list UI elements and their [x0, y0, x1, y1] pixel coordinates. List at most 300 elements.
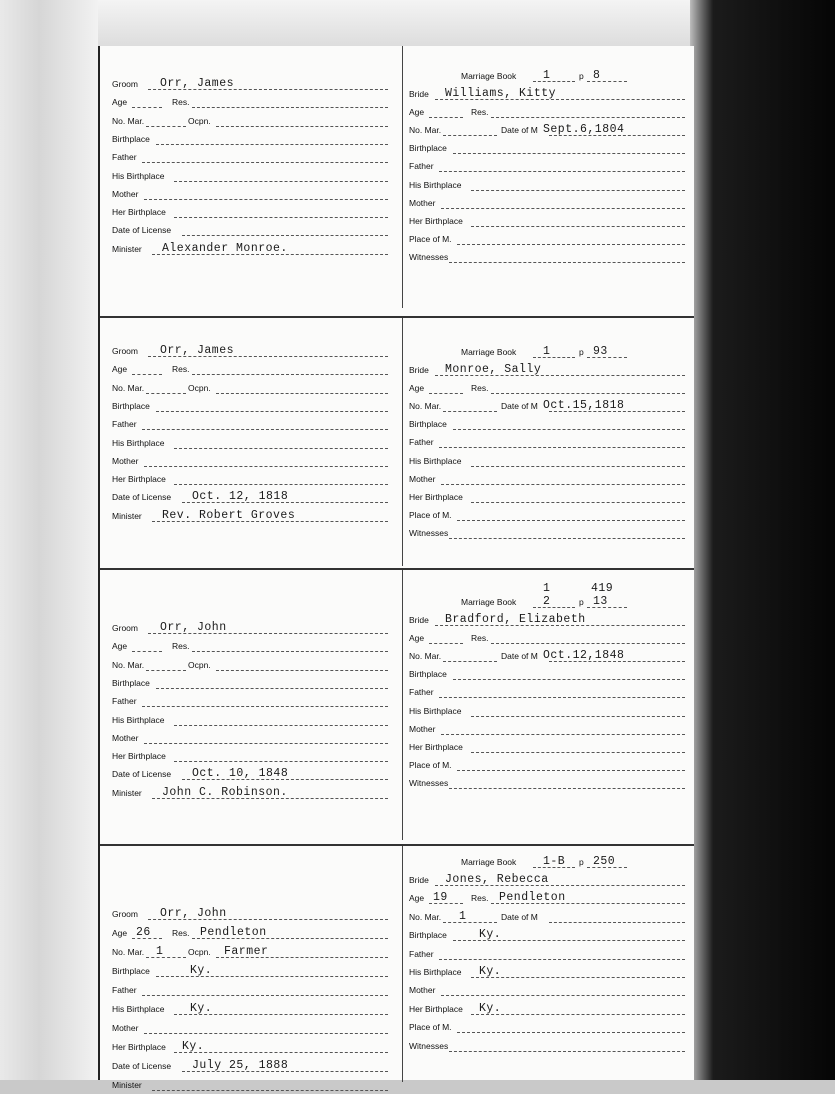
- groom-her-birthplace-field-line: [174, 217, 388, 218]
- groom-no-mar-field-value: Farmer: [224, 945, 269, 958]
- bride-age-field-label: Age: [409, 107, 425, 118]
- groom-his-birthplace-field: [112, 712, 388, 729]
- bride-name-field-value: Williams, Kitty: [445, 87, 557, 100]
- groom-birthplace-field-line: [156, 411, 388, 412]
- groom-her-birthplace-field: [112, 204, 388, 221]
- groom-his-birthplace-field-label: His Birthplace: [112, 437, 165, 448]
- bride-age-field-line: [491, 393, 685, 394]
- bride-his-birthplace-field: [409, 453, 685, 470]
- groom-her-birthplace-field-label: Her Birthplace: [112, 751, 166, 762]
- groom-age-field-sublabel: Res.: [172, 641, 190, 652]
- bride-no-mar-field-value: Oct.15,1818: [543, 399, 625, 413]
- bride-her-birthplace-field-value: Ky.: [479, 1001, 502, 1015]
- groom-no-mar-field: [112, 380, 388, 397]
- groom-age-field-line: [192, 651, 388, 652]
- bride-birthplace-field: [409, 140, 685, 157]
- groom-no-mar-field-line: [146, 393, 186, 394]
- groom-name-field-value: Orr, John: [160, 907, 227, 920]
- groom-no-mar-field-label: No. Mar.: [112, 659, 145, 670]
- groom-no-mar-field-sublabel: Ocpn.: [188, 382, 211, 393]
- date-of-license-field: [112, 1058, 388, 1075]
- groom-his-birthplace-field-label: His Birthplace: [112, 714, 165, 725]
- bride-birthplace-field-line: [453, 429, 685, 430]
- marriage-book-ref: [461, 854, 616, 871]
- bride-his-birthplace-field: [409, 177, 685, 194]
- bride-age-field-line: [429, 117, 463, 118]
- bride-father-field: [409, 684, 685, 701]
- place-of-marriage-field-label: Place of M.: [409, 509, 452, 520]
- bride-mother-field: [409, 471, 685, 488]
- bride-column: [402, 846, 685, 1082]
- groom-no-mar-field-line: [216, 393, 388, 394]
- bride-age-field-label: Age: [409, 383, 425, 394]
- groom-his-birthplace-field-line: [174, 725, 388, 726]
- place-of-marriage-field-label: Place of M.: [409, 759, 452, 770]
- bride-mother-field-line: [441, 484, 685, 485]
- bride-no-mar-field-value: Oct.12,1848: [543, 649, 625, 663]
- bride-mother-field-line: [441, 734, 685, 735]
- bride-name-field-value: Bradford, Elizabeth: [445, 613, 586, 626]
- marriage-book-value: 1: [543, 69, 551, 82]
- groom-birthplace-field-line: [156, 688, 388, 689]
- marriage-book-ref: [461, 582, 614, 611]
- groom-birthplace-field: [112, 675, 388, 692]
- groom-mother-field-line: [144, 466, 388, 467]
- place-of-marriage-field: [409, 507, 685, 524]
- bride-name-field-label: Bride: [409, 365, 429, 375]
- bride-no-mar-field-label: No. Mar.: [409, 125, 442, 136]
- groom-father-field-line: [142, 162, 388, 163]
- marriage-book-value: 1: [543, 345, 551, 358]
- bride-mother-field-line: [441, 208, 685, 209]
- page-value: 93: [593, 345, 608, 358]
- place-of-marriage-field-line: [457, 520, 685, 521]
- groom-birthplace-field: [112, 131, 388, 148]
- bride-no-mar-field-value: Sept.6,1804: [543, 123, 625, 137]
- bride-birthplace-field-label: Birthplace: [409, 669, 447, 680]
- bride-father-field: [409, 946, 685, 963]
- bride-his-birthplace-field-line: [471, 977, 685, 978]
- witnesses-field: [409, 1038, 685, 1055]
- bride-age-field-label: Age: [409, 633, 425, 644]
- bride-no-mar-field-label: No. Mar.: [409, 651, 442, 662]
- groom-his-birthplace-field: [112, 435, 388, 452]
- groom-birthplace-field-line: [156, 144, 388, 145]
- date-of-license-field-label: Date of License: [112, 769, 172, 780]
- groom-no-mar-field-value: 1: [156, 945, 164, 958]
- witnesses-field-line: [449, 788, 685, 789]
- bride-no-mar-field-line: [443, 661, 497, 662]
- scan-right-margin: [690, 0, 835, 1080]
- groom-name-field: [112, 76, 388, 93]
- groom-age-field-label: Age: [112, 641, 128, 652]
- marriage-record-card: [100, 568, 694, 840]
- bride-birthplace-field: [409, 416, 685, 433]
- groom-age-field-line: [132, 651, 162, 652]
- witnesses-field-label: Witnesses: [409, 251, 449, 262]
- groom-father-field: [112, 416, 388, 433]
- groom-age-field-value: Pendleton: [200, 926, 267, 939]
- groom-father-field-label: Father: [112, 696, 137, 707]
- groom-age-field-label: Age: [112, 364, 128, 375]
- groom-birthplace-field-label: Birthplace: [112, 677, 150, 688]
- bride-mother-field: [409, 721, 685, 738]
- bride-her-birthplace-field-line: [471, 752, 685, 753]
- groom-his-birthplace-field-label: His Birthplace: [112, 170, 165, 181]
- bride-father-field-label: Father: [409, 161, 434, 172]
- groom-age-field-line: [132, 107, 162, 108]
- bride-father-field: [409, 158, 685, 175]
- groom-father-field: [112, 982, 388, 999]
- groom-age-field-sublabel: Res.: [172, 97, 190, 108]
- marriage-book-line: [533, 81, 575, 82]
- groom-her-birthplace-field-label: Her Birthplace: [112, 474, 166, 485]
- bride-birthplace-field: [409, 666, 685, 683]
- witnesses-field-line: [449, 1051, 685, 1052]
- bride-name-field-value: Monroe, Sally: [445, 363, 542, 376]
- groom-her-birthplace-field-value: Ky.: [182, 1040, 205, 1053]
- bride-no-mar-field-sublabel: Date of M: [501, 401, 538, 412]
- bride-father-field-label: Father: [409, 948, 434, 959]
- bride-no-mar-field-line: [443, 135, 497, 136]
- date-of-license-field-value: July 25, 1888: [192, 1059, 289, 1072]
- groom-her-birthplace-field-line: [174, 761, 388, 762]
- bride-age-field-value: Pendleton: [499, 891, 566, 905]
- marriage-book-ref: [461, 68, 601, 85]
- bride-father-field-label: Father: [409, 687, 434, 698]
- bride-his-birthplace-field-label: His Birthplace: [409, 455, 462, 466]
- bride-no-mar-field-line: [549, 922, 685, 923]
- groom-mother-field-line: [144, 743, 388, 744]
- bride-his-birthplace-field-line: [471, 716, 685, 717]
- groom-mother-field-label: Mother: [112, 188, 139, 199]
- minister-field-label: Minister: [112, 1080, 142, 1090]
- bride-age-field-line: [429, 393, 463, 394]
- witnesses-field-label: Witnesses: [409, 527, 449, 538]
- date-of-license-field-value: Oct. 10, 1848: [192, 767, 289, 781]
- bride-no-mar-field: [409, 648, 685, 665]
- page-label: p: [579, 597, 584, 607]
- bride-his-birthplace-field-label: His Birthplace: [409, 967, 462, 977]
- place-of-marriage-field-label: Place of M.: [409, 233, 452, 244]
- bride-her-birthplace-field-label: Her Birthplace: [409, 1003, 463, 1014]
- bride-age-field-sublabel: Res.: [471, 893, 489, 904]
- groom-age-field: [112, 638, 388, 655]
- groom-age-field: [112, 925, 388, 942]
- page-label: p: [579, 71, 584, 81]
- groom-name-field: [112, 906, 388, 923]
- groom-name-field-label: Groom: [112, 79, 138, 89]
- marriage-book-line: [533, 357, 575, 358]
- minister-field-value: Alexander Monroe.: [162, 241, 288, 255]
- groom-her-birthplace-field: [112, 748, 388, 765]
- groom-no-mar-field: [112, 944, 388, 961]
- bride-age-field-line: [491, 117, 685, 118]
- date-of-license-field-label: Date of License: [112, 492, 172, 503]
- groom-no-mar-field-sublabel: Ocpn.: [188, 659, 211, 670]
- groom-his-birthplace-field: [112, 1001, 388, 1018]
- groom-father-field-label: Father: [112, 152, 137, 163]
- page-extra-value: 419: [591, 582, 614, 595]
- bride-mother-field-label: Mother: [409, 723, 436, 734]
- groom-mother-field-label: Mother: [112, 1023, 139, 1033]
- groom-father-field-label: Father: [112, 419, 137, 430]
- bride-her-birthplace-field: [409, 1001, 685, 1018]
- bride-father-field-line: [439, 697, 685, 698]
- bride-birthplace-field-label: Birthplace: [409, 930, 447, 941]
- marriage-book-value: 2: [543, 595, 551, 608]
- groom-age-field-line: [132, 374, 162, 375]
- groom-no-mar-field-line: [216, 126, 388, 127]
- groom-birthplace-field: [112, 398, 388, 415]
- marriage-book-value: 1-B: [543, 855, 566, 868]
- marriage-book-label: Marriage Book: [461, 597, 517, 607]
- bride-name-field: [409, 612, 685, 629]
- marriage-book-label: Marriage Book: [461, 71, 517, 81]
- date-of-license-field-label: Date of License: [112, 1061, 172, 1071]
- groom-birthplace-field-value: Ky.: [190, 964, 213, 977]
- bride-age-field-value: 19: [433, 891, 448, 905]
- witnesses-field-line: [449, 262, 685, 263]
- bride-age-field-line: [491, 643, 685, 644]
- groom-mother-field-line: [144, 1033, 388, 1034]
- groom-mother-field-line: [144, 199, 388, 200]
- page-value: 13: [593, 595, 608, 608]
- groom-his-birthplace-field: [112, 168, 388, 185]
- witnesses-field: [409, 775, 685, 792]
- bride-father-field-line: [439, 447, 685, 448]
- groom-name-field-label: Groom: [112, 623, 138, 633]
- bride-mother-field-label: Mother: [409, 473, 436, 484]
- bride-no-mar-field: [409, 398, 685, 415]
- bride-no-mar-field: [409, 122, 685, 139]
- marriage-record-card: [100, 46, 694, 308]
- witnesses-field: [409, 249, 685, 266]
- bride-age-field-label: Age: [409, 893, 425, 904]
- groom-no-mar-field-line: [216, 670, 388, 671]
- bride-her-birthplace-field-line: [471, 502, 685, 503]
- groom-his-birthplace-field-label: His Birthplace: [112, 1004, 165, 1014]
- groom-name-field-label: Groom: [112, 346, 138, 356]
- groom-age-field: [112, 94, 388, 111]
- bride-her-birthplace-field: [409, 739, 685, 756]
- marriage-record-card: [100, 316, 694, 566]
- bride-her-birthplace-field-line: [471, 1014, 685, 1015]
- place-of-marriage-field: [409, 231, 685, 248]
- place-of-marriage-field-line: [457, 244, 685, 245]
- groom-father-field-line: [142, 429, 388, 430]
- groom-age-field-sublabel: Res.: [172, 364, 190, 375]
- bride-name-field: [409, 86, 685, 103]
- bride-age-field: [409, 104, 685, 121]
- bride-her-birthplace-field-line: [471, 226, 685, 227]
- bride-his-birthplace-field: [409, 703, 685, 720]
- bride-age-field: [409, 630, 685, 647]
- marriage-record-page: [98, 46, 694, 1090]
- date-of-license-field: [112, 222, 388, 239]
- bride-mother-field: [409, 982, 685, 999]
- groom-birthplace-field-label: Birthplace: [112, 400, 150, 411]
- bride-his-birthplace-field: [409, 964, 685, 981]
- groom-age-field-label: Age: [112, 97, 128, 108]
- groom-no-mar-field: [112, 657, 388, 674]
- groom-age-field-line: [192, 107, 388, 108]
- bride-birthplace-field-label: Birthplace: [409, 419, 447, 430]
- groom-age-field-sublabel: Res.: [172, 928, 190, 938]
- bride-name-field-label: Bride: [409, 89, 429, 99]
- bride-his-birthplace-field-value: Ky.: [479, 965, 502, 978]
- bride-father-field-line: [439, 171, 685, 172]
- date-of-license-field: [112, 766, 388, 783]
- groom-name-field-value: Orr, James: [160, 77, 235, 90]
- bride-age-field-sublabel: Res.: [471, 383, 489, 394]
- groom-her-birthplace-field-label: Her Birthplace: [112, 1042, 166, 1052]
- marriage-record-card: [100, 844, 694, 1090]
- groom-birthplace-field-label: Birthplace: [112, 133, 150, 144]
- place-of-marriage-field-label: Place of M.: [409, 1022, 452, 1033]
- bride-name-field: [409, 872, 685, 889]
- page-label: p: [579, 857, 584, 867]
- minister-field-value: Rev. Robert Groves: [162, 508, 296, 522]
- bride-birthplace-field-value: Ky.: [479, 928, 502, 942]
- minister-field-label: Minister: [112, 243, 142, 254]
- bride-age-field: [409, 380, 685, 397]
- date-of-license-field: [112, 489, 388, 506]
- bride-name-field-label: Bride: [409, 875, 429, 885]
- bride-age-field-sublabel: Res.: [471, 107, 489, 118]
- groom-no-mar-field-line: [146, 957, 186, 958]
- groom-his-birthplace-field-line: [174, 181, 388, 182]
- groom-age-field-line: [192, 374, 388, 375]
- groom-age-field-label: Age: [112, 928, 128, 938]
- witnesses-field-line: [449, 538, 685, 539]
- bride-age-field-sublabel: Res.: [471, 633, 489, 644]
- minister-field-line: [152, 1090, 388, 1091]
- bride-father-field-line: [439, 959, 685, 960]
- bride-name-field-label: Bride: [409, 615, 429, 625]
- bride-no-mar-field-line: [443, 411, 497, 412]
- groom-her-birthplace-field-line: [174, 484, 388, 485]
- bride-no-mar-field-sublabel: Date of M: [501, 125, 538, 136]
- marriage-book-label: Marriage Book: [461, 347, 517, 357]
- bride-no-mar-field-line: [443, 922, 497, 923]
- bride-her-birthplace-field: [409, 213, 685, 230]
- groom-father-field-line: [142, 706, 388, 707]
- groom-name-field-value: Orr, James: [160, 344, 235, 357]
- bride-her-birthplace-field-label: Her Birthplace: [409, 215, 463, 226]
- groom-her-birthplace-field: [112, 471, 388, 488]
- bride-his-birthplace-field-line: [471, 190, 685, 191]
- groom-name-field-value: Orr, John: [160, 621, 227, 634]
- bride-age-field: [409, 890, 685, 907]
- groom-name-field: [112, 343, 388, 360]
- bride-no-mar-field-value: 1: [459, 909, 467, 923]
- groom-age-field: [112, 361, 388, 378]
- groom-birthplace-field: [112, 963, 388, 980]
- groom-no-mar-field-label: No. Mar.: [112, 382, 145, 393]
- marriage-book-ref: [461, 344, 608, 361]
- bride-father-field: [409, 434, 685, 451]
- groom-father-field-label: Father: [112, 985, 137, 995]
- bride-column: [402, 570, 685, 840]
- date-of-license-field-label: Date of License: [112, 225, 172, 236]
- witnesses-field-label: Witnesses: [409, 1040, 449, 1051]
- bride-birthplace-field-line: [453, 679, 685, 680]
- bride-no-mar-field-sublabel: Date of M: [501, 911, 538, 922]
- groom-no-mar-field-sublabel: Ocpn.: [188, 947, 211, 957]
- place-of-marriage-field: [409, 757, 685, 774]
- page-value: 8: [593, 69, 601, 82]
- minister-field: [112, 785, 388, 802]
- place-of-marriage-field-line: [457, 1032, 685, 1033]
- bride-birthplace-field: [409, 927, 685, 944]
- marriage-book-label: Marriage Book: [461, 857, 517, 867]
- bride-her-birthplace-field: [409, 489, 685, 506]
- bride-her-birthplace-field-label: Her Birthplace: [409, 741, 463, 752]
- bride-his-birthplace-field-label: His Birthplace: [409, 179, 462, 190]
- groom-name-field: [112, 620, 388, 637]
- groom-mother-field: [112, 186, 388, 203]
- bride-mother-field-label: Mother: [409, 197, 436, 208]
- bride-birthplace-field-label: Birthplace: [409, 143, 447, 154]
- place-of-marriage-field: [409, 1019, 685, 1036]
- groom-mother-field: [112, 730, 388, 747]
- bride-his-birthplace-field-line: [471, 466, 685, 467]
- minister-field-label: Minister: [112, 510, 142, 521]
- bride-birthplace-field-line: [453, 153, 685, 154]
- groom-her-birthplace-field-line: [174, 1052, 388, 1053]
- groom-age-field-value: 26: [136, 926, 151, 939]
- groom-mother-field: [112, 453, 388, 470]
- groom-no-mar-field-label: No. Mar.: [112, 947, 145, 957]
- witnesses-field-label: Witnesses: [409, 777, 449, 788]
- bride-mother-field-line: [441, 995, 685, 996]
- page-label: p: [579, 347, 584, 357]
- groom-her-birthplace-field: [112, 1039, 388, 1056]
- groom-mother-field-label: Mother: [112, 732, 139, 743]
- place-of-marriage-field-line: [457, 770, 685, 771]
- groom-his-birthplace-field-value: Ky.: [190, 1002, 213, 1015]
- bride-column: [402, 318, 685, 566]
- bride-father-field-label: Father: [409, 437, 434, 448]
- bride-no-mar-field-sublabel: Date of M: [501, 651, 538, 662]
- date-of-license-field-value: Oct. 12, 1818: [192, 490, 289, 504]
- minister-field-label: Minister: [112, 787, 142, 798]
- minister-field: [112, 508, 388, 525]
- bride-mother-field-label: Mother: [409, 985, 436, 996]
- minister-field-value: John C. Robinson.: [162, 785, 288, 799]
- groom-father-field: [112, 149, 388, 166]
- page-value: 250: [593, 855, 616, 868]
- groom-no-mar-field-line: [146, 670, 186, 671]
- bride-age-field-line: [429, 643, 463, 644]
- bride-her-birthplace-field-label: Her Birthplace: [409, 491, 463, 502]
- scan-left-margin: [0, 0, 98, 1080]
- bride-mother-field: [409, 195, 685, 212]
- marriage-book-line: [533, 607, 575, 608]
- bride-name-field: [409, 362, 685, 379]
- groom-her-birthplace-field-label: Her Birthplace: [112, 207, 166, 218]
- groom-father-field-line: [142, 995, 388, 996]
- groom-no-mar-field-label: No. Mar.: [112, 115, 145, 126]
- minister-field: [112, 241, 388, 258]
- groom-no-mar-field: [112, 113, 388, 130]
- groom-mother-field-label: Mother: [112, 455, 139, 466]
- marriage-book-extra-value: 1: [543, 582, 551, 595]
- bride-his-birthplace-field-label: His Birthplace: [409, 705, 462, 716]
- groom-name-field-label: Groom: [112, 909, 138, 919]
- bride-name-field-value: Jones, Rebecca: [445, 873, 549, 886]
